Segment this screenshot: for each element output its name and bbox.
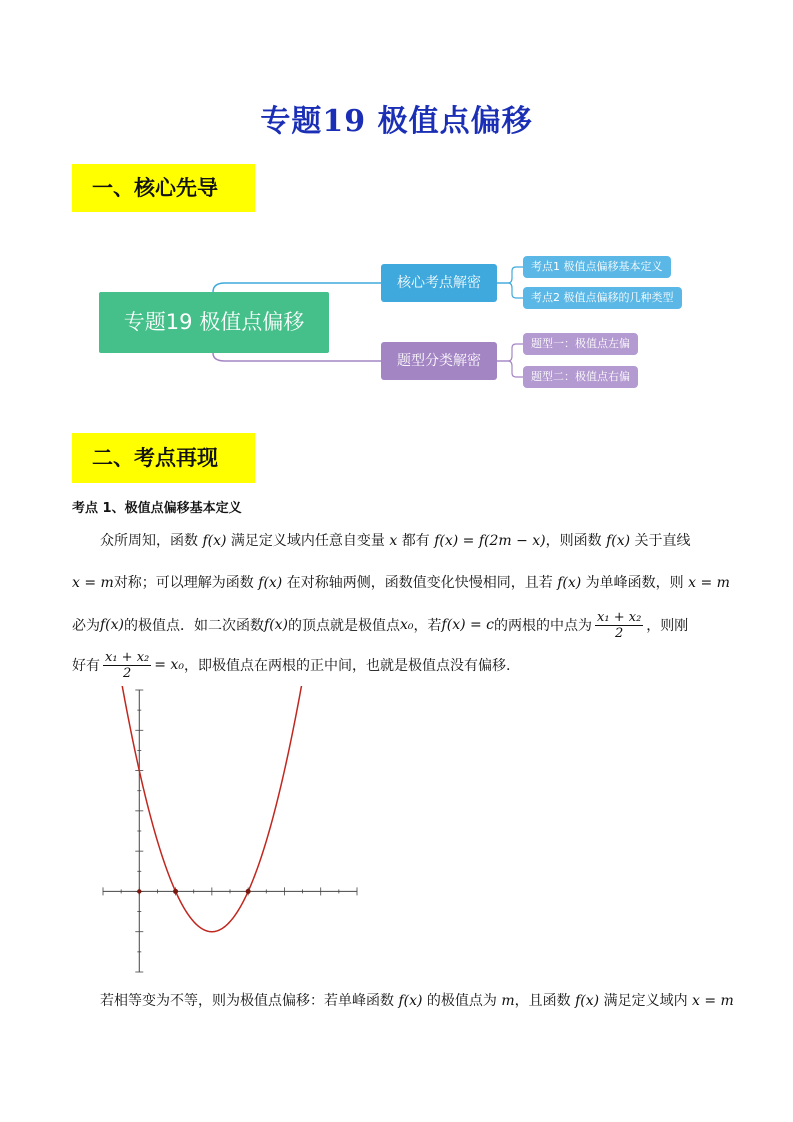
text: 的极值点为 [422, 993, 502, 1009]
text: 众所周知，函数 [100, 533, 203, 549]
text: 在对称轴两侧，函数值变化快慢相同，且若 [282, 575, 558, 591]
text: 好有 [72, 658, 100, 674]
math-fx: f(x) [398, 993, 423, 1009]
fraction-denominator: 2 [615, 625, 624, 641]
point1-title: 考点 1、极值点偏移基本定义 [72, 501, 242, 516]
math-symmetry: f(x) = f(2m − x) [434, 533, 546, 549]
mindmap-leaf-point1: 考点1 极值点偏移基本定义 [523, 256, 671, 278]
graph-axes [103, 690, 357, 972]
fraction-numerator: x₁ + x₂ [597, 609, 642, 625]
para-line-4 [72, 645, 510, 685]
fraction-numerator: x₁ + x₂ [105, 649, 150, 665]
math-x: x [389, 533, 398, 549]
math-eq-x0: = x₀ [154, 657, 184, 673]
math-midpoint-fraction [595, 610, 643, 641]
parabola-graph [95, 686, 365, 978]
text: 若相等变为不等，则为极值点偏移：若单峰函数 [100, 993, 399, 1009]
math-fx: f(x) [100, 617, 125, 633]
fraction-denominator: 2 [122, 665, 132, 681]
math-fx: f(x) [606, 533, 631, 549]
math-x-eq-m: x = m [692, 993, 734, 1009]
text: ，即极值点在两根的正中间，也就是极值点没有偏移. [183, 658, 511, 674]
text: 满足定义域内任意自变量 [226, 533, 390, 549]
text: 必为 [72, 618, 100, 634]
root-point [246, 889, 251, 894]
mindmap-leaf-type2: 题型二：极值点右偏 [523, 366, 638, 388]
mindmap-branch-core: 核心考点解密 [381, 264, 497, 302]
root-point [173, 889, 178, 894]
section-heading-review [72, 433, 255, 483]
text: 的极值点．如二次函数 [124, 618, 265, 634]
text: ，且函数 [514, 993, 576, 1009]
math-m: m [501, 993, 515, 1009]
math-midpoint-fraction [103, 650, 151, 681]
text: 关于直线 [630, 533, 691, 549]
math-fx: f(x) [575, 993, 600, 1009]
math-x-eq-m: x = m [72, 575, 114, 591]
text: 都有 [397, 533, 435, 549]
math-x-eq-m: x = m [688, 575, 730, 591]
math-fx: f(x) [202, 533, 227, 549]
para-line-1 [100, 530, 691, 550]
math-fx-eq-c: f(x) = c [441, 617, 495, 633]
mindmap-root: 专题19 极值点偏移 [99, 292, 329, 353]
text: ，若 [413, 618, 442, 634]
text: ，则函数 [545, 533, 607, 549]
page-title: 专题19 极值点偏移 [260, 104, 533, 139]
origin-point [137, 889, 141, 893]
section-heading-core-label: 一、核心先导 [92, 175, 218, 200]
math-fx: f(x) [258, 575, 283, 591]
text: 的两根的中点为 [494, 618, 593, 634]
text: 的顶点就是极值点 [288, 618, 401, 634]
text: ，则刚 [646, 618, 689, 634]
section-heading-review-label: 二、考点再现 [92, 445, 218, 470]
math-fx: f(x) [557, 575, 582, 591]
math-x0: x₀ [400, 617, 414, 633]
text: 为单峰函数，则 [581, 575, 689, 591]
para-line-2 [72, 572, 730, 592]
text: 对称；可以理解为函数 [113, 575, 259, 591]
mindmap-branch-types: 题型分类解密 [381, 342, 497, 380]
mindmap-leaf-point2: 考点2 极值点偏移的几种类型 [523, 287, 682, 309]
math-fx: f(x) [264, 617, 289, 633]
para-line-5 [100, 990, 734, 1010]
text: 满足定义域内 [599, 993, 693, 1009]
para-line-3 [72, 605, 688, 645]
mindmap-leaf-type1: 题型一：极值点左偏 [523, 333, 638, 355]
